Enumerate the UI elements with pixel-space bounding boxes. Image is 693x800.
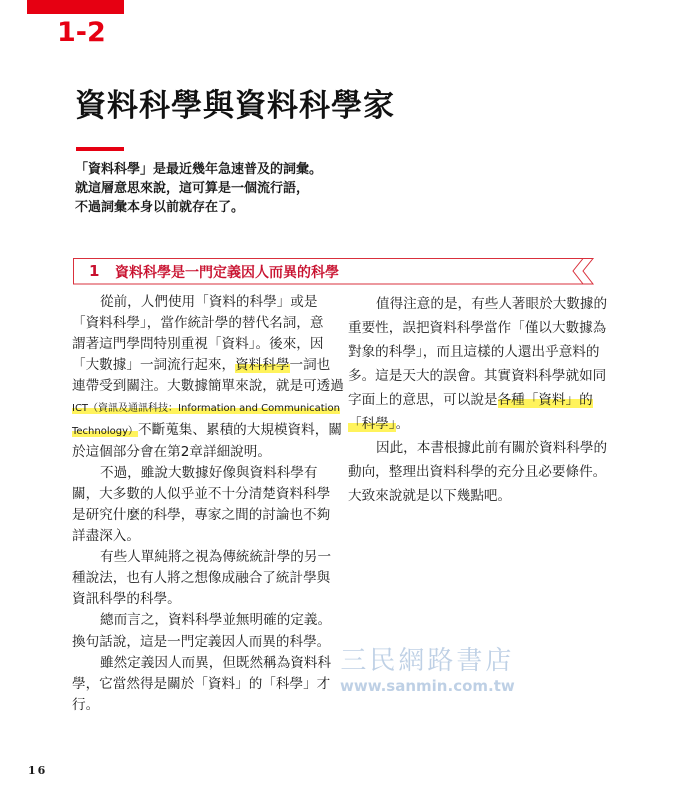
text-line bbox=[348, 316, 607, 340]
text-line bbox=[72, 568, 338, 589]
text-line bbox=[72, 334, 338, 355]
intro-text bbox=[75, 160, 322, 217]
highlighted-text: 「科學」 bbox=[348, 416, 396, 432]
text-segment: 值得注意的是，有些人著眼於大數據的 bbox=[376, 296, 608, 312]
text-segment: 雖然定義因人而異，但既然稱為資料科 bbox=[100, 654, 332, 671]
subsection-title: 資料科學是一門定義因人而異的科學 bbox=[115, 265, 339, 281]
text-line bbox=[348, 460, 607, 484]
text-segment: 多。這是天大的誤會。其實資料科學就如同 bbox=[348, 368, 607, 384]
highlighted-text: 各種「資料」的 bbox=[497, 392, 593, 408]
text-segment: 種說法，也有人將之想像成融合了統計學與 bbox=[72, 570, 331, 587]
text-segment: 動向，整理出資料科學的充分且必要條件。 bbox=[348, 464, 607, 480]
text-line bbox=[72, 292, 338, 313]
text-line bbox=[72, 376, 344, 397]
watermark-name: 三民網路書店 bbox=[340, 646, 515, 676]
highlighted-text: ICT（資訊及通訊科技：Information and Communication bbox=[72, 403, 340, 415]
section-number: 1-2 bbox=[57, 17, 106, 48]
text-segment: 一詞也 bbox=[289, 357, 331, 374]
text-segment: 對象的科學」，而且這樣的人還出乎意料的 bbox=[348, 344, 600, 360]
title-underline bbox=[76, 147, 124, 151]
page-title: 資料科學與資料科學家 bbox=[75, 88, 395, 124]
watermark-url: www.sanmin.com.tw bbox=[340, 677, 515, 695]
subsection-number: 1 bbox=[89, 262, 100, 280]
text-line bbox=[72, 526, 338, 547]
text-line bbox=[72, 695, 338, 716]
highlighted-text: Technology） bbox=[72, 425, 139, 437]
subsection-heading bbox=[73, 258, 593, 284]
text-segment: 「資料科學」，當作統計學的替代名詞，意 bbox=[72, 315, 324, 332]
text-line bbox=[348, 388, 602, 412]
text-segment: 資訊科學的科學。 bbox=[72, 591, 181, 608]
text-segment: 有些人單純將之視為傳統統計學的另一 bbox=[100, 549, 332, 566]
text-segment: 。 bbox=[395, 416, 410, 432]
text-line bbox=[72, 397, 338, 419]
text-segment: 重要性，誤把資料科學當作「僅以大數據為 bbox=[348, 320, 607, 336]
text-segment: 從前，人們使用「資料的科學」或是 bbox=[100, 294, 318, 310]
text-segment: 行。 bbox=[72, 696, 100, 713]
text-line bbox=[348, 412, 602, 436]
text-segment: 詳盡深入。 bbox=[72, 528, 140, 545]
text-segment: 不斷蒐集、累積的大規模資料，關 bbox=[138, 421, 342, 438]
page-number: 16 bbox=[28, 764, 48, 777]
text-segment: 因此，本書根據此前有關於資料科學的 bbox=[376, 440, 608, 456]
text-segment: 字面上的意思，可以說是 bbox=[348, 392, 498, 408]
text-segment: 是研究什麼的科學，專家之間的討論也不夠 bbox=[72, 506, 331, 523]
text-segment: 連帶受到關注。大數據簡單來說，就是可透過 bbox=[72, 378, 344, 395]
text-line bbox=[72, 505, 338, 526]
body-column-right bbox=[348, 292, 608, 508]
text-line bbox=[72, 463, 338, 484]
text-segment: 謂著這門學問特別重視「資料」。後來，因 bbox=[72, 336, 324, 353]
chapter-color-bar bbox=[27, 0, 124, 14]
text-segment: 大致來說就是以下幾點吧。 bbox=[348, 488, 512, 504]
text-line bbox=[72, 674, 338, 695]
text-line bbox=[348, 292, 608, 316]
text-segment: 換句話說，這是一門定義因人而異的科學。 bbox=[72, 633, 331, 650]
text-line bbox=[348, 436, 608, 460]
intro-line: 不過詞彙本身以前就存在了。 bbox=[75, 200, 245, 215]
text-segment: 關，大多數的人似乎並不十分清楚資料科學 bbox=[72, 485, 331, 502]
text-line bbox=[348, 364, 607, 388]
intro-line: 「資料科學」是最近幾年急速普及的詞彙。 bbox=[75, 162, 323, 177]
text-line bbox=[72, 610, 338, 631]
body-column-left bbox=[72, 292, 344, 716]
text-line bbox=[72, 420, 342, 442]
highlighted-text: 資料科學 bbox=[235, 357, 290, 374]
text-line bbox=[72, 547, 338, 568]
text-line bbox=[348, 340, 602, 364]
text-line bbox=[72, 484, 338, 505]
text-line bbox=[72, 632, 338, 653]
text-line bbox=[72, 653, 338, 674]
text-line bbox=[72, 442, 338, 463]
text-line bbox=[72, 589, 338, 610]
text-line bbox=[348, 484, 602, 508]
watermark bbox=[340, 640, 515, 695]
text-segment: 「大數據」一詞流行起來， bbox=[72, 357, 236, 374]
text-line bbox=[72, 313, 338, 334]
text-line bbox=[72, 355, 338, 376]
text-segment: 總而言之，資料科學並無明確的定義。 bbox=[100, 612, 332, 629]
text-segment: 於這個部分會在第2章詳細說明。 bbox=[72, 443, 271, 460]
text-segment: 不過，雖說大數據好像與資料科學有 bbox=[100, 464, 318, 481]
text-segment: 學，它當然得是關於「資料」的「科學」才 bbox=[72, 675, 331, 692]
intro-line: 就這層意思來說，這可算是一個流行語， bbox=[75, 181, 310, 196]
